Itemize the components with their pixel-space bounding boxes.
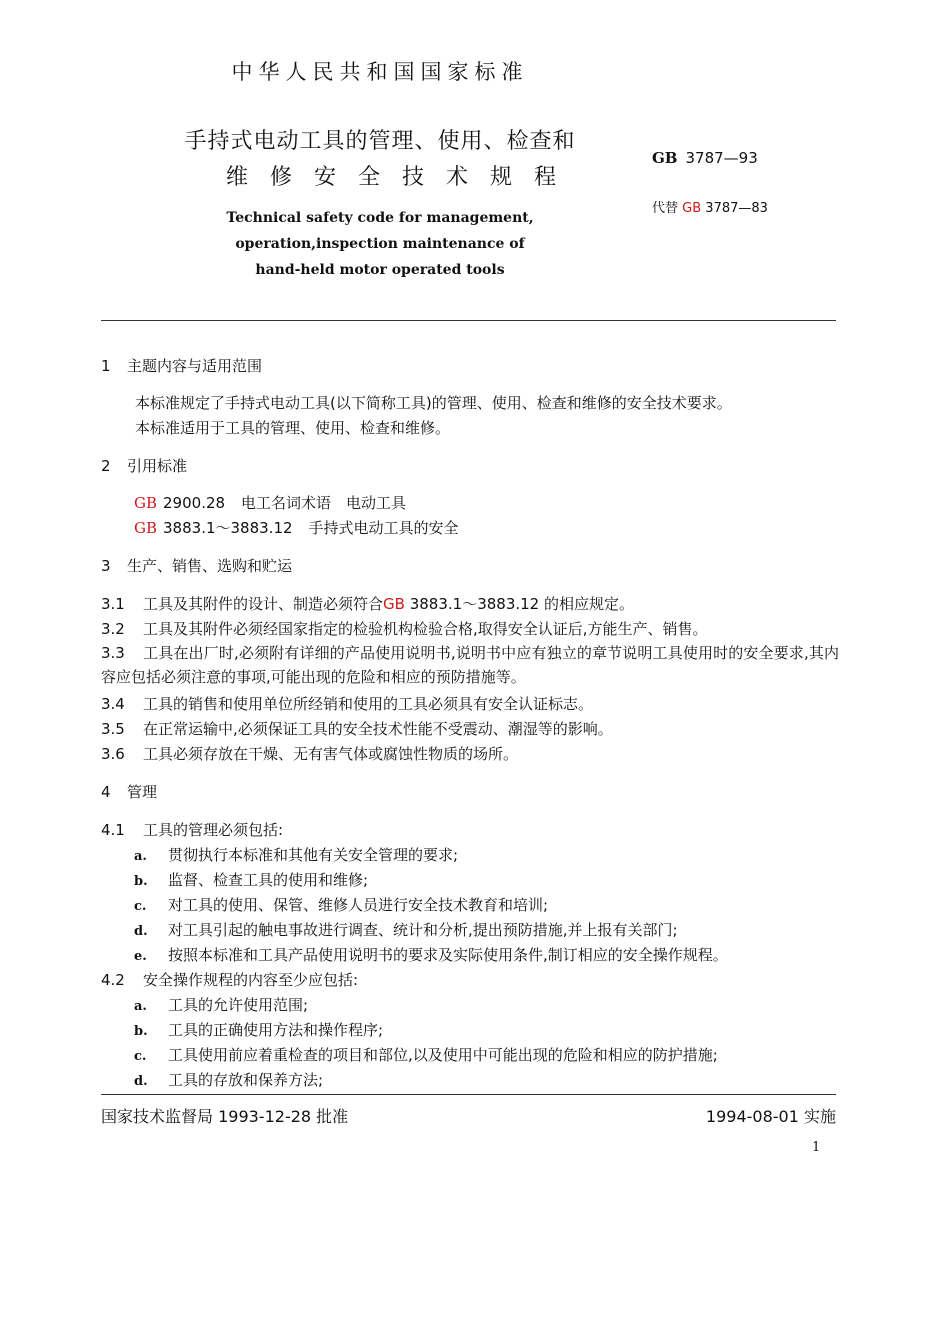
reference-gb-link[interactable]: GB xyxy=(134,519,158,537)
replaces-gb-link[interactable]: GB xyxy=(682,201,702,216)
clause-number: 3.4 xyxy=(101,695,125,713)
clause-text: 工具的销售和使用单位所经销和使用的工具必须具有安全认证标志。 xyxy=(143,695,594,713)
section-heading-3 xyxy=(101,555,292,576)
replaces-label: 代替 xyxy=(652,201,679,216)
national-standard-heading: 中华人民共和国国家标准 xyxy=(231,60,529,84)
section-heading-4 xyxy=(101,781,157,802)
clause-number: 3.3 xyxy=(101,644,125,662)
section-heading-2 xyxy=(101,455,187,476)
clause-number: 3.2 xyxy=(101,620,125,638)
reference-name: 电工名词术语 电动工具 xyxy=(241,494,407,512)
clause-3-6 xyxy=(101,743,518,764)
list-text: 对工具的使用、保管、维修人员进行安全技术教育和培训; xyxy=(168,896,549,914)
paragraph: 本标准适用于工具的管理、使用、检查和维修。 xyxy=(135,419,451,437)
approval-info: 国家技术监督局 1993-12-28 批准 xyxy=(101,1107,349,1126)
english-title-line-3: hand-held motor operated tools xyxy=(255,262,505,278)
clause-gb-link[interactable]: GB xyxy=(383,595,405,613)
reference-code: 2900.28 xyxy=(163,494,226,512)
list-letter: b. xyxy=(134,1024,148,1039)
document-title-line-1: 手持式电动工具的管理、使用、检查和 xyxy=(184,129,576,154)
list-text: 贯彻执行本标准和其他有关安全管理的要求; xyxy=(168,846,459,864)
list-item xyxy=(134,894,548,915)
list-item xyxy=(134,1069,323,1090)
section-title: 引用标准 xyxy=(127,457,188,475)
header-divider xyxy=(101,320,836,321)
standard-code: 3787—93 xyxy=(685,149,758,167)
list-item xyxy=(134,944,728,965)
clause-number: 4.2 xyxy=(101,971,125,989)
reference-gb-link[interactable]: GB xyxy=(134,494,158,512)
replaces-note xyxy=(652,197,768,216)
list-text: 按照本标准和工具产品使用说明书的要求及实际使用条件,制订相应的安全操作规程。 xyxy=(168,946,728,964)
section-title: 生产、销售、选购和贮运 xyxy=(127,557,293,575)
list-text: 工具的正确使用方法和操作程序; xyxy=(168,1021,384,1039)
replaces-code: 3787—83 xyxy=(705,201,768,216)
clause-3-3 xyxy=(101,641,839,689)
clause-4-2 xyxy=(101,969,358,990)
list-item xyxy=(134,844,458,865)
list-text: 监督、检查工具的使用和维修; xyxy=(168,871,369,889)
list-letter: d. xyxy=(134,1074,148,1089)
clause-3-5 xyxy=(101,718,613,739)
list-text: 工具的存放和保养方法; xyxy=(168,1071,324,1089)
clause-text: 在正常运输中,必须保证工具的安全技术性能不受震动、潮湿等的影响。 xyxy=(143,720,613,738)
reference-code: 3883.1～3883.12 xyxy=(163,519,293,537)
clause-text: 工具及其附件的设计、制造必须符合 xyxy=(143,595,384,613)
section-number: 1 xyxy=(101,357,111,375)
list-text: 工具的允许使用范围; xyxy=(168,996,309,1014)
clause-3-4 xyxy=(101,693,593,714)
clause-3-2 xyxy=(101,618,708,639)
list-letter: c. xyxy=(134,899,147,914)
english-title-line-2: operation,inspection maintenance of xyxy=(235,236,525,252)
clause-text: 工具及其附件必须经国家指定的检验机构检验合格,取得安全认证后,方能生产、销售。 xyxy=(143,620,708,638)
list-item xyxy=(134,919,678,940)
clause-text: 安全操作规程的内容至少应包括: xyxy=(143,971,359,989)
list-item xyxy=(134,1044,718,1065)
list-letter: d. xyxy=(134,924,148,939)
list-letter: a. xyxy=(134,849,147,864)
clause-number: 3.1 xyxy=(101,595,125,613)
standard-number xyxy=(652,149,758,167)
paragraph: 本标准规定了手持式电动工具(以下简称工具)的管理、使用、检查和维修的安全技术要求。 xyxy=(135,394,732,412)
clause-3-1 xyxy=(101,593,634,614)
section-number: 3 xyxy=(101,557,111,575)
page-number: 1 xyxy=(812,1140,821,1155)
list-letter: c. xyxy=(134,1049,147,1064)
list-item xyxy=(134,1019,383,1040)
effective-date: 1994-08-01 实施 xyxy=(705,1107,836,1126)
reference-name: 手持式电动工具的安全 xyxy=(308,519,459,537)
document-title-line-2: 维修安全技术规程 xyxy=(225,165,578,190)
clause-number: 3.5 xyxy=(101,720,125,738)
list-letter: e. xyxy=(134,949,147,964)
clause-text: 工具的管理必须包括: xyxy=(143,821,284,839)
clause-text: 3883.1～3883.12 的相应规定。 xyxy=(404,595,634,613)
section-title: 管理 xyxy=(127,783,158,801)
reference-item xyxy=(134,492,406,513)
list-letter: b. xyxy=(134,874,148,889)
section-title: 主题内容与适用范围 xyxy=(127,357,263,375)
english-title-line-1: Technical safety code for management, xyxy=(226,210,534,226)
standard-prefix: GB xyxy=(652,149,678,167)
clause-4-1 xyxy=(101,819,283,840)
clause-text: 工具必须存放在干燥、无有害气体或腐蚀性物质的场所。 xyxy=(143,745,519,763)
clause-number: 4.1 xyxy=(101,821,125,839)
list-item xyxy=(134,994,308,1015)
reference-item xyxy=(134,517,459,538)
section-number: 4 xyxy=(101,783,111,801)
list-letter: a. xyxy=(134,999,147,1014)
footer-divider xyxy=(101,1094,836,1095)
list-text: 对工具引起的触电事故进行调查、统计和分析,提出预防措施,并上报有关部门; xyxy=(168,921,678,939)
clause-number: 3.6 xyxy=(101,745,125,763)
section-heading-1 xyxy=(101,355,262,376)
clause-text: 工具在出厂时,必须附有详细的产品使用说明书,说明书中应有独立的章节说明工具使用时的安全要求,其内容应包括必须注意的事项,可能出现的危险和相应的预防措施等。 xyxy=(101,644,839,686)
list-item xyxy=(134,869,368,890)
list-text: 工具使用前应着重检查的项目和部位,以及使用中可能出现的危险和相应的防护措施; xyxy=(168,1046,718,1064)
section-number: 2 xyxy=(101,457,111,475)
